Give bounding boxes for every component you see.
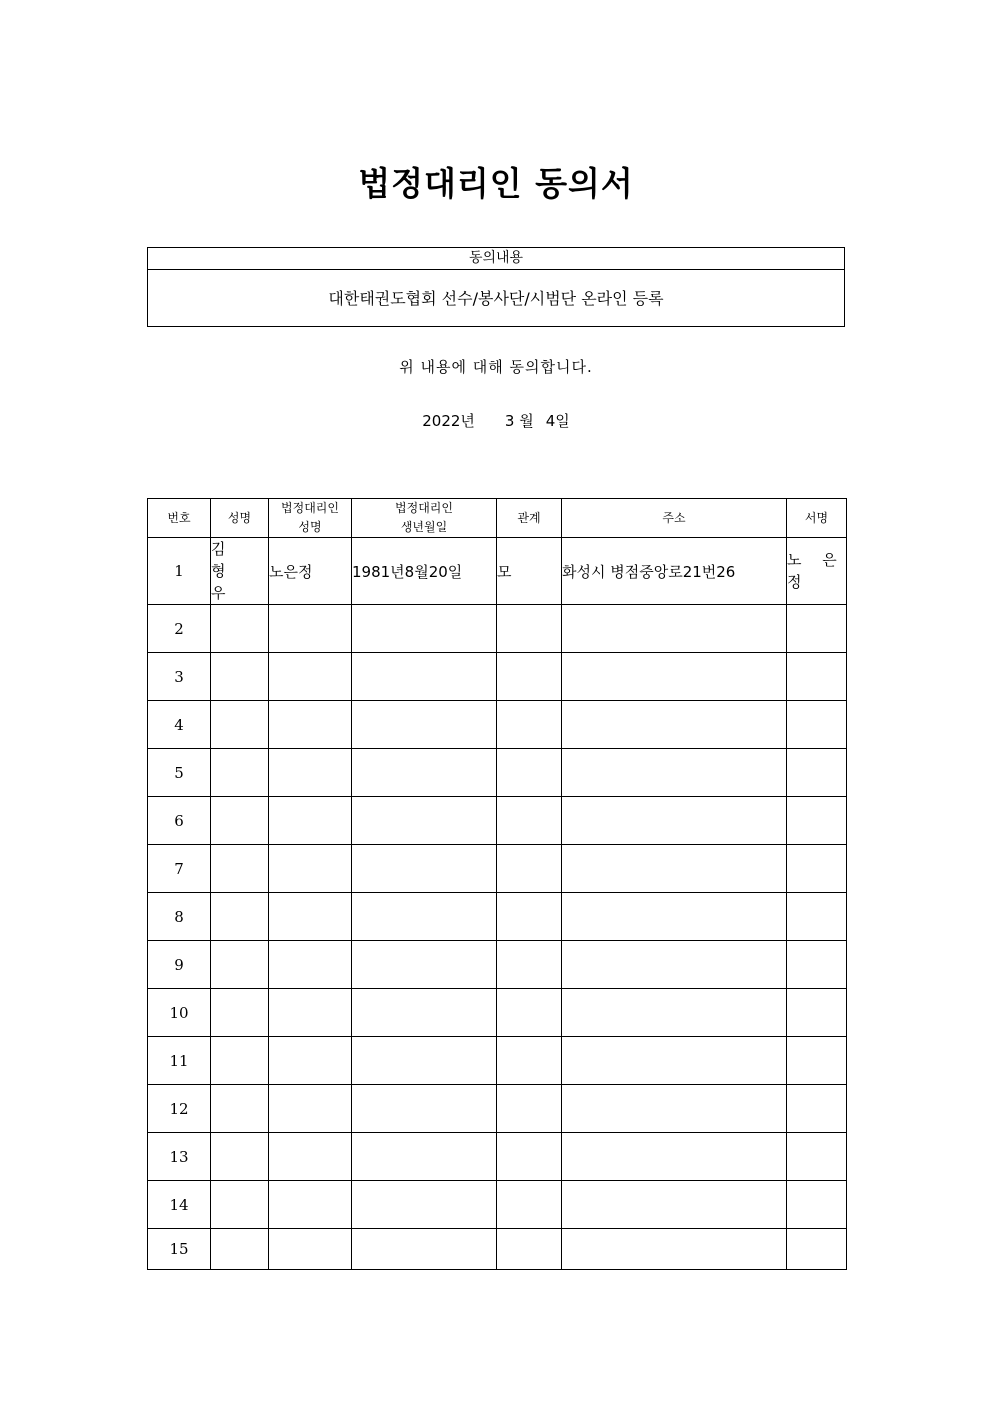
cell-address <box>562 893 787 941</box>
cell-relation <box>497 605 562 653</box>
cell-rep-dob <box>352 1133 497 1181</box>
table-header-row <box>148 499 847 538</box>
document-title: 법정대리인 동의서 <box>358 164 634 203</box>
header-signature: 서명 <box>787 499 847 538</box>
cell-rep-dob <box>352 1037 497 1085</box>
cell-signature <box>787 653 847 701</box>
cell-relation <box>497 653 562 701</box>
table-row <box>148 538 847 605</box>
cell-rep-name <box>269 893 352 941</box>
cell-rep-dob <box>352 1085 497 1133</box>
table-row <box>148 989 847 1037</box>
cell-name <box>211 989 269 1037</box>
cell-signature <box>787 893 847 941</box>
cell-rep-dob <box>352 701 497 749</box>
cell-rep-name <box>269 941 352 989</box>
cell-name <box>211 701 269 749</box>
cell-rep-dob <box>352 653 497 701</box>
header-address: 주소 <box>562 499 787 538</box>
cell-rep-dob <box>352 845 497 893</box>
cell-rep-dob <box>352 941 497 989</box>
cell-name <box>211 653 269 701</box>
cell-number: 8 <box>148 893 211 941</box>
consent-body: 대한태권도협회 선수/봉사단/시범단 온라인 등록 <box>328 289 664 308</box>
cell-rep-name <box>269 1181 352 1229</box>
cell-signature <box>787 941 847 989</box>
cell-signature <box>787 1181 847 1229</box>
cell-rep-name <box>269 605 352 653</box>
cell-relation <box>497 989 562 1037</box>
cell-signature-line1: 노 은 <box>787 551 845 569</box>
date-month: 3 월 <box>504 412 534 430</box>
header-rep-name-line1: 법정대리인 <box>281 501 339 515</box>
date-day: 4일 <box>545 412 570 430</box>
cell-relation <box>497 1085 562 1133</box>
cell-signature <box>787 749 847 797</box>
cell-rep-dob <box>352 749 497 797</box>
table-row <box>148 1085 847 1133</box>
cell-relation <box>497 1181 562 1229</box>
cell-number: 2 <box>148 605 211 653</box>
cell-signature-line2: 정 <box>787 573 810 591</box>
cell-signature <box>787 989 847 1037</box>
header-rep-dob <box>352 499 497 538</box>
cell-rep-dob <box>352 1229 497 1270</box>
cell-signature <box>787 845 847 893</box>
cell-signature <box>787 605 847 653</box>
cell-relation <box>497 797 562 845</box>
cell-name <box>211 845 269 893</box>
cell-rep-dob <box>352 1181 497 1229</box>
header-rep-dob-line2: 생년월일 <box>400 520 448 534</box>
cell-relation <box>497 1133 562 1181</box>
cell-name <box>211 1133 269 1181</box>
cell-address <box>562 701 787 749</box>
cell-name <box>211 1229 269 1270</box>
cell-number: 4 <box>148 701 211 749</box>
cell-signature <box>787 538 847 605</box>
cell-relation <box>497 941 562 989</box>
cell-rep-name <box>269 749 352 797</box>
cell-address <box>562 1133 787 1181</box>
cell-relation <box>497 893 562 941</box>
cell-number: 10 <box>148 989 211 1037</box>
cell-rep-name <box>269 1133 352 1181</box>
cell-rep-dob <box>352 797 497 845</box>
cell-address <box>562 941 787 989</box>
agreement-statement: 위 내용에 대해 동의합니다. <box>399 358 593 376</box>
cell-rep-name <box>269 1037 352 1085</box>
cell-address <box>562 845 787 893</box>
consent-header: 동의내용 <box>148 248 844 270</box>
cell-relation <box>497 701 562 749</box>
cell-number: 13 <box>148 1133 211 1181</box>
cell-rep-dob: 1981년8월20일 <box>352 538 497 605</box>
cell-name <box>211 538 269 605</box>
cell-address <box>562 989 787 1037</box>
cell-name <box>211 941 269 989</box>
cell-rep-name <box>269 1085 352 1133</box>
cell-name <box>211 1037 269 1085</box>
cell-signature <box>787 1229 847 1270</box>
table-row <box>148 1229 847 1270</box>
cell-signature <box>787 1133 847 1181</box>
header-relation: 관계 <box>497 499 562 538</box>
cell-rep-name <box>269 1229 352 1270</box>
cell-relation <box>497 749 562 797</box>
cell-rep-name: 노은정 <box>269 538 352 605</box>
cell-address <box>562 749 787 797</box>
cell-address <box>562 797 787 845</box>
table-row <box>148 845 847 893</box>
cell-signature <box>787 797 847 845</box>
cell-rep-dob <box>352 893 497 941</box>
table-row <box>148 941 847 989</box>
cell-address <box>562 653 787 701</box>
cell-rep-name <box>269 701 352 749</box>
cell-relation <box>497 1037 562 1085</box>
consent-box <box>147 247 845 327</box>
header-rep-dob-line1: 법정대리인 <box>395 501 453 515</box>
cell-signature <box>787 701 847 749</box>
header-number: 번호 <box>148 499 211 538</box>
table-row <box>148 653 847 701</box>
cell-name <box>211 1181 269 1229</box>
cell-number: 6 <box>148 797 211 845</box>
cell-number: 11 <box>148 1037 211 1085</box>
cell-address <box>562 605 787 653</box>
cell-name-line1: 김 형 <box>211 540 234 580</box>
cell-rep-dob <box>352 605 497 653</box>
header-rep-name <box>269 499 352 538</box>
cell-rep-dob <box>352 989 497 1037</box>
table-row <box>148 893 847 941</box>
cell-signature <box>787 1037 847 1085</box>
cell-address <box>562 1037 787 1085</box>
table-row <box>148 749 847 797</box>
cell-address <box>562 1181 787 1229</box>
cell-number: 5 <box>148 749 211 797</box>
date-line <box>0 410 992 431</box>
header-rep-name-line2: 성명 <box>298 520 322 534</box>
cell-number: 7 <box>148 845 211 893</box>
date-year: 2022년 <box>422 412 475 430</box>
cell-name <box>211 893 269 941</box>
cell-relation <box>497 845 562 893</box>
cell-name <box>211 605 269 653</box>
guardian-table <box>147 498 847 1270</box>
cell-name <box>211 749 269 797</box>
table-row <box>148 701 847 749</box>
table-row <box>148 1037 847 1085</box>
cell-address: 화성시 병점중앙로21번26 <box>562 538 787 605</box>
cell-number: 3 <box>148 653 211 701</box>
cell-name <box>211 797 269 845</box>
cell-relation: 모 <box>497 538 562 605</box>
cell-relation <box>497 1229 562 1270</box>
cell-name-line2: 우 <box>211 584 234 602</box>
cell-rep-name <box>269 845 352 893</box>
cell-rep-name <box>269 989 352 1037</box>
cell-number: 14 <box>148 1181 211 1229</box>
cell-address <box>562 1229 787 1270</box>
cell-signature <box>787 1085 847 1133</box>
table-row <box>148 1181 847 1229</box>
header-name: 성명 <box>211 499 269 538</box>
cell-number: 9 <box>148 941 211 989</box>
table-row <box>148 605 847 653</box>
cell-name <box>211 1085 269 1133</box>
cell-number: 1 <box>148 538 211 605</box>
table-row <box>148 797 847 845</box>
table-row <box>148 1133 847 1181</box>
cell-address <box>562 1085 787 1133</box>
cell-number: 15 <box>148 1229 211 1270</box>
cell-rep-name <box>269 797 352 845</box>
cell-number: 12 <box>148 1085 211 1133</box>
cell-rep-name <box>269 653 352 701</box>
